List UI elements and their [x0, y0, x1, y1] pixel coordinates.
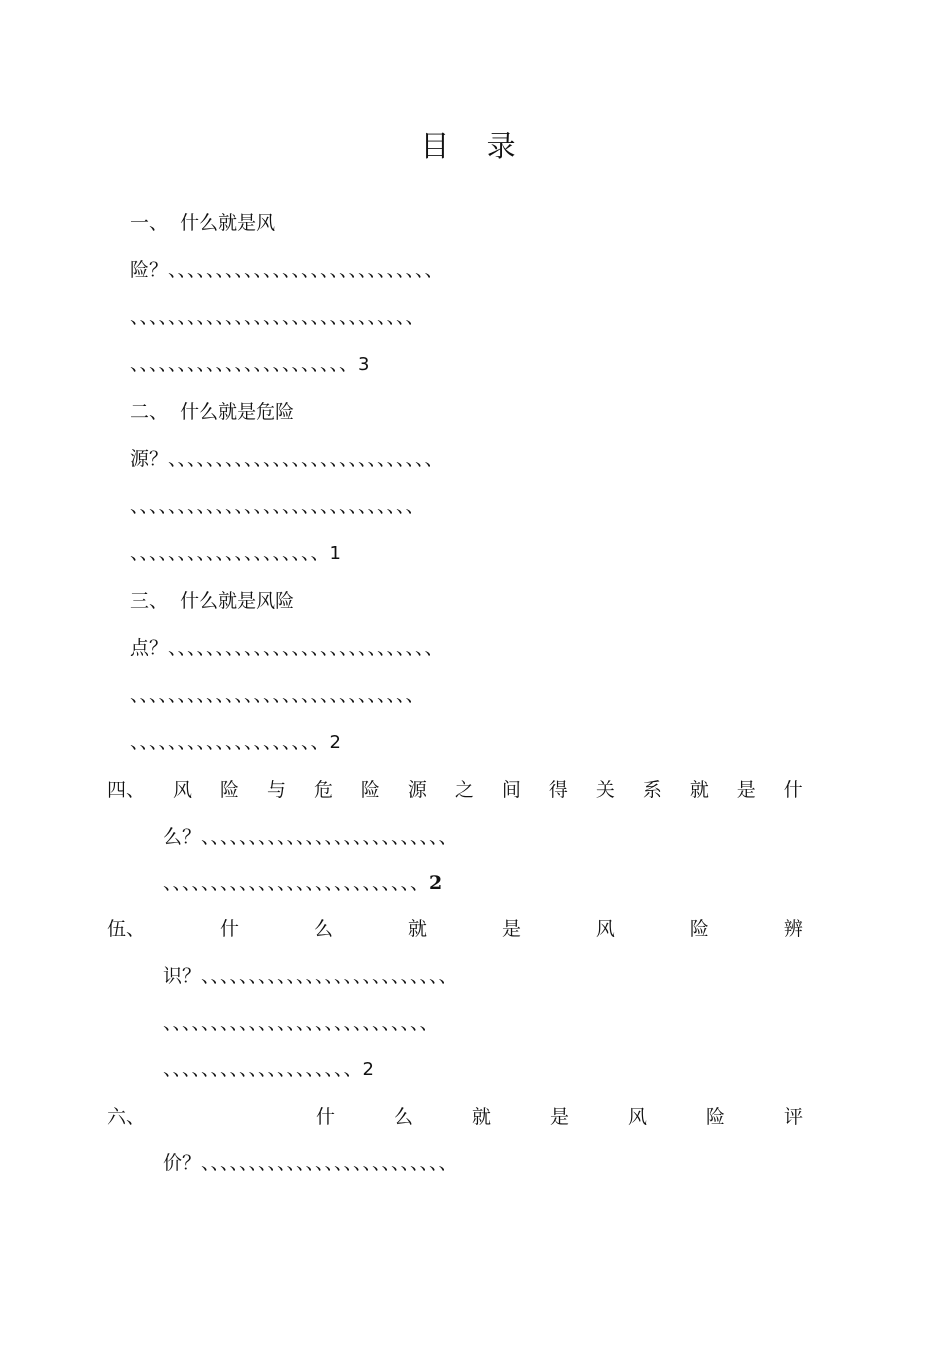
heading-char: 险 — [705, 1106, 725, 1128]
heading-char: 就 — [689, 779, 709, 801]
heading-char: 风 — [172, 779, 192, 801]
heading-char: 与 — [266, 779, 286, 801]
toc-dots-line — [130, 727, 341, 757]
toc-dots-line — [163, 1054, 374, 1084]
heading-char: 什 — [783, 779, 803, 801]
toc-dots-line — [163, 822, 458, 852]
page-number[interactable]: 3 — [358, 354, 370, 375]
dot-leader: 、、、、、、、、、、、、、、、、、、、、、、、、、、、、 — [168, 637, 444, 659]
heading-char: 风 — [595, 918, 615, 940]
heading-char: 就 — [471, 1106, 491, 1128]
toc-dots-line — [163, 868, 442, 898]
entry-heading: 什么就是风险 — [180, 590, 295, 612]
dot-leader: 、、、、、、、、、、、、、、、、、、、、 — [130, 731, 330, 753]
heading-char: 关 — [595, 779, 615, 801]
heading-char: 风 — [627, 1106, 647, 1128]
toc-heading-line — [107, 1102, 803, 1132]
page-number[interactable]: 1 — [329, 543, 341, 564]
heading-char: 是 — [501, 918, 521, 940]
toc-dots-line: 、、、、、、、、、、、、、、、、、、、、、、、、、、、、、、 — [130, 684, 425, 706]
heading-char: 系 — [642, 779, 662, 801]
dot-leader: 、、、、、、、、、、、、、、、、、、、、、、、、、、 — [201, 1152, 458, 1174]
page-number[interactable]: 2 — [429, 872, 443, 894]
toc-dots-line: 、、、、、、、、、、、、、、、、、、、、、、、、、、、、、、 — [130, 495, 425, 517]
toc-dots-line — [130, 633, 444, 663]
toc-dots-line: 、、、、、、、、、、、、、、、、、、、、、、、、、、、、、、 — [130, 306, 425, 328]
dot-leader: 、、、、、、、、、、、、、、、、、、、、、、、、、、、、 — [168, 259, 444, 281]
toc-dots-line — [130, 255, 444, 285]
entry-number: 四、 — [107, 779, 146, 801]
toc-dots-line: 、、、、、、、、、、、、、、、、、、、、、、、、、、、、 — [163, 1012, 439, 1034]
dot-leader: 、、、、、、、、、、、、、、、、、、、、、、、、、、 — [201, 826, 458, 848]
heading-char: 间 — [501, 779, 521, 801]
heading-char: 评 — [783, 1106, 803, 1128]
entry-number: 三、 — [130, 590, 169, 612]
heading-char: 得 — [548, 779, 568, 801]
page-number[interactable]: 2 — [329, 732, 341, 753]
entry-number: 一、 — [130, 212, 169, 234]
entry-heading-continuation: 点？ — [130, 637, 169, 659]
entry-heading-continuation: 识？ — [163, 965, 202, 987]
entry-number: 六、 — [107, 1106, 146, 1128]
dot-leader: 、、、、、、、、、、、、、、、、、、、、 — [130, 542, 330, 564]
toc-dots-line — [130, 349, 369, 379]
toc-heading-line — [107, 914, 803, 944]
toc-heading-line — [130, 586, 294, 616]
heading-char: 什 — [315, 1106, 335, 1128]
toc-dots-line — [130, 538, 341, 568]
toc-heading-line — [130, 208, 275, 238]
dot-leader: 、、、、、、、、、、、、、、、、、、、、、、、、、、、 — [163, 872, 430, 894]
toc-dots-line — [163, 1148, 458, 1178]
entry-heading: 什么就是危险 — [180, 401, 295, 423]
page-number[interactable]: 2 — [362, 1059, 374, 1080]
heading-char: 辨 — [783, 918, 803, 940]
heading-char: 险 — [689, 918, 709, 940]
toc-heading-line — [107, 775, 803, 805]
heading-char: 什 — [219, 918, 239, 940]
heading-char: 源 — [407, 779, 427, 801]
dot-leader: 、、、、、、、、、、、、、、、、、、、、、、、、、、 — [201, 965, 458, 987]
dot-leader: 、、、、、、、、、、、、、、、、、、、、、、、、、、、、 — [168, 448, 444, 470]
toc-title: 目 录 — [420, 129, 530, 163]
heading-char: 之 — [454, 779, 474, 801]
heading-char: 么 — [313, 918, 333, 940]
entry-heading-continuation: 么？ — [163, 826, 202, 848]
entry-heading-continuation: 源？ — [130, 448, 169, 470]
heading-char: 险 — [360, 779, 380, 801]
entry-heading-continuation: 险？ — [130, 259, 169, 281]
entry-heading-continuation: 价？ — [163, 1152, 202, 1174]
dot-leader: 、、、、、、、、、、、、、、、、、、、、、、、 — [130, 353, 359, 375]
heading-char: 么 — [393, 1106, 413, 1128]
entry-number: 二、 — [130, 401, 169, 423]
toc-dots-line — [130, 444, 444, 474]
entry-number: 伍、 — [107, 918, 146, 940]
heading-char: 险 — [219, 779, 239, 801]
entry-heading: 什么就是风 — [180, 212, 276, 234]
heading-char: 是 — [549, 1106, 569, 1128]
heading-char: 是 — [736, 779, 756, 801]
heading-char: 危 — [313, 779, 333, 801]
toc-heading-line — [130, 397, 294, 427]
dot-leader: 、、、、、、、、、、、、、、、、、、、、 — [163, 1058, 363, 1080]
heading-char: 就 — [407, 918, 427, 940]
toc-dots-line — [163, 961, 458, 991]
